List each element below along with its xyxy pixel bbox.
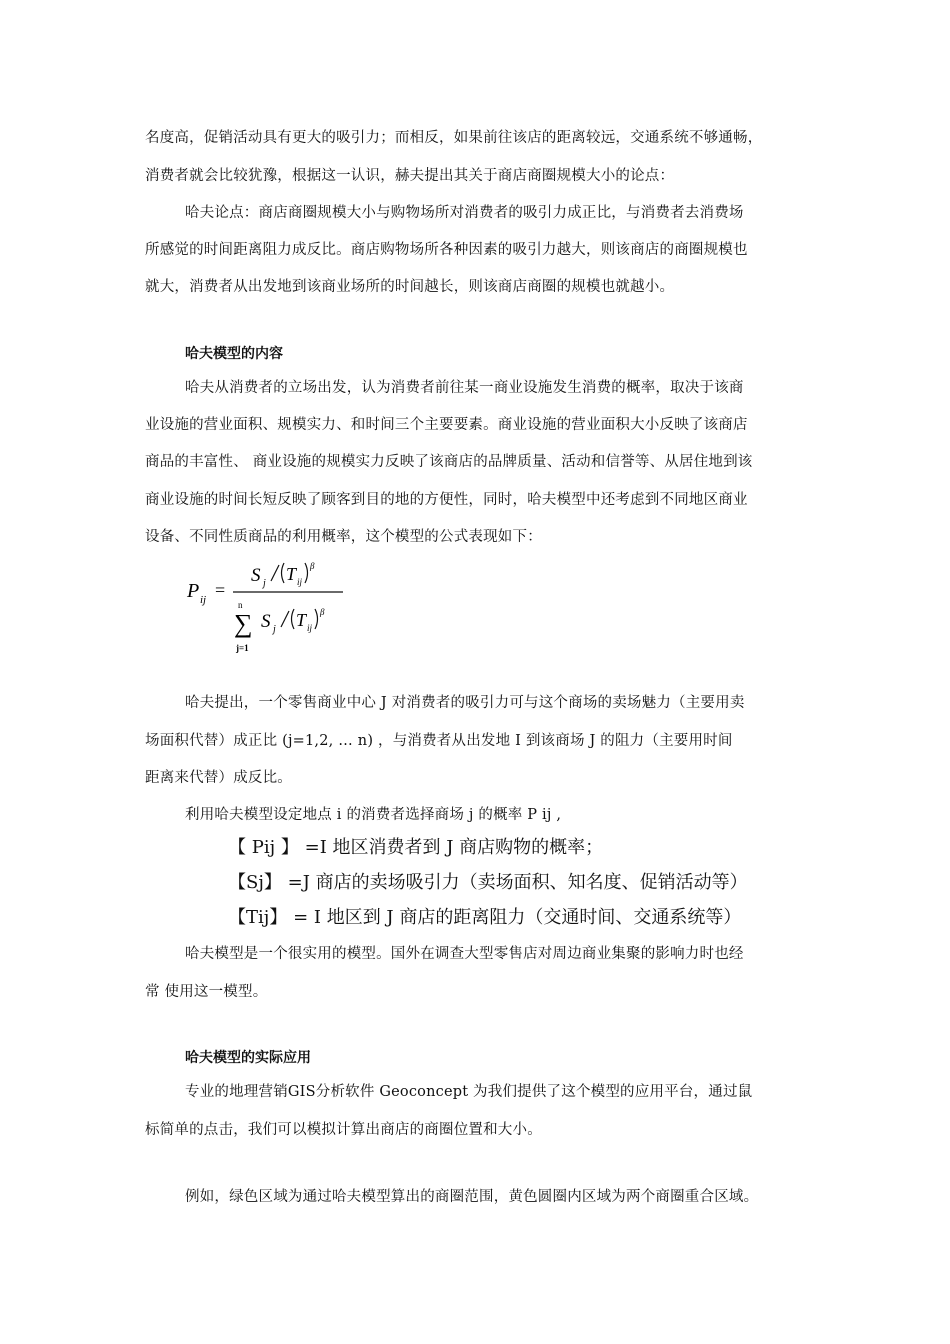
- huff-point-line-1: 哈夫论点：商店商圈规模大小与购物场所对消费者的吸引力成正比，与消费者去消费场: [185, 205, 744, 221]
- formula-lhs-sub: ij: [200, 594, 207, 606]
- intro-line-2: 消费者就会比较犹豫，根据这一认识，赫夫提出其关于商店商圈规模大小的论点：: [145, 168, 675, 184]
- formula-num-S: S: [251, 565, 261, 586]
- formula-num-lparen: [282, 563, 285, 583]
- formula-sum-sign: ∑: [234, 609, 253, 638]
- example-line: 例如，绿色区域为通过哈夫模型算出的商圈范围，黄色圆圈内区域为两个商圈重合区域。: [185, 1189, 759, 1205]
- formula-num-S-sub: j: [263, 578, 266, 589]
- formula-den-rparen: [315, 609, 318, 629]
- content-line-4: 商业设施的时间长短反映了顾客到目的地的方便性，同时，哈夫模型中还考虑到不同地区商业: [145, 492, 748, 508]
- formula-den-slash: [281, 611, 289, 627]
- content-line-5: 设备、不同性质商品的利用概率，这个模型的公式表现如下：: [145, 529, 542, 545]
- probability-line: 利用哈夫模型设定地点 i 的消费者选择商场 j 的概率 P ij ,: [185, 807, 562, 823]
- huff-formula: [183, 557, 353, 662]
- formula-num-exponent: β: [310, 561, 315, 571]
- definition-pij: 【 Pij 】 =I 地区消费者到 J 商店购物的概率；: [228, 837, 604, 858]
- definition-tij: 【Tij】 = I 地区到 J 商店的距离阻力（交通时间、交通系统等）: [228, 907, 742, 928]
- section-heading-application: 哈夫模型的实际应用: [185, 1050, 311, 1066]
- practical-line-2: 常 使用这一模型。: [145, 984, 268, 1000]
- definition-sj: 【Sj】 =J 商店的卖场吸引力（卖场面积、知名度、促销活动等）: [228, 872, 748, 893]
- formula-sum-lower: j=1: [236, 643, 249, 653]
- formula-equals: =: [215, 580, 226, 600]
- content-line-3: 商品的丰富性、 商业设施的规模实力反映了该商店的品牌质量、活动和信誉等、从居住地到该: [145, 454, 753, 470]
- intro-line-1: 名度高，促销活动具有更大的吸引力；而相反，如果前往该店的距离较远，交通系统不够通畅，: [145, 130, 763, 146]
- formula-num-T: T: [286, 564, 297, 584]
- application-line-1: 专业的地理营销GIS分析软件 Geoconcept 为我们提供了这个模型的应用平台，通过鼠: [185, 1084, 753, 1100]
- formula-den-S: S: [261, 611, 271, 632]
- formula-den-lparen: [292, 609, 295, 629]
- huff-states-line-2: 场面积代替）成正比 (j=1,2, … n) ，与消费者从出发地 I 到该商场 J 的阻力（主要用时间: [145, 733, 733, 749]
- content-line-2: 业设施的营业面积、规模实力、和时间三个主要要素。商业设施的营业面积大小反映了该商店: [145, 417, 748, 433]
- huff-point-line-3: 就大，消费者从出发地到该商业场所的时间越长，则该商店商圈的规模也就越小。: [145, 279, 675, 295]
- formula-num-rparen: [305, 563, 308, 583]
- section-heading-content: 哈夫模型的内容: [185, 346, 283, 362]
- huff-point-line-2: 所感觉的时间距离阻力成反比。商店购物场所各种因素的吸引力越大，则该商店的商圈规模也: [145, 242, 748, 258]
- application-line-2: 标简单的点击，我们可以模拟计算出商店的商圈位置和大小。: [145, 1122, 542, 1138]
- practical-line-1: 哈夫模型是一个很实用的模型。国外在调查大型零售店对周边商业集聚的影响力时也经: [185, 946, 744, 962]
- huff-states-line-3: 距离来代替）成反比。: [145, 770, 292, 786]
- formula-den-exponent: β: [320, 607, 325, 617]
- content-line-1: 哈夫从消费者的立场出发，认为消费者前往某一商业设施发生消费的概率，取决于该商: [185, 380, 744, 396]
- formula-den-T: T: [296, 610, 307, 630]
- formula-den-S-sub: j: [273, 624, 276, 635]
- huff-states-line-1: 哈夫提出，一个零售商业中心 J 对消费者的吸引力可与这个商场的卖场魅力（主要用卖: [185, 695, 745, 711]
- formula-den-T-sub: ij: [307, 623, 313, 633]
- huff-formula-svg: [183, 557, 353, 662]
- formula-num-T-sub: ij: [297, 577, 303, 587]
- formula-num-slash: [271, 565, 279, 581]
- formula-sum-upper: n: [238, 600, 243, 610]
- formula-lhs-P: P: [187, 580, 200, 602]
